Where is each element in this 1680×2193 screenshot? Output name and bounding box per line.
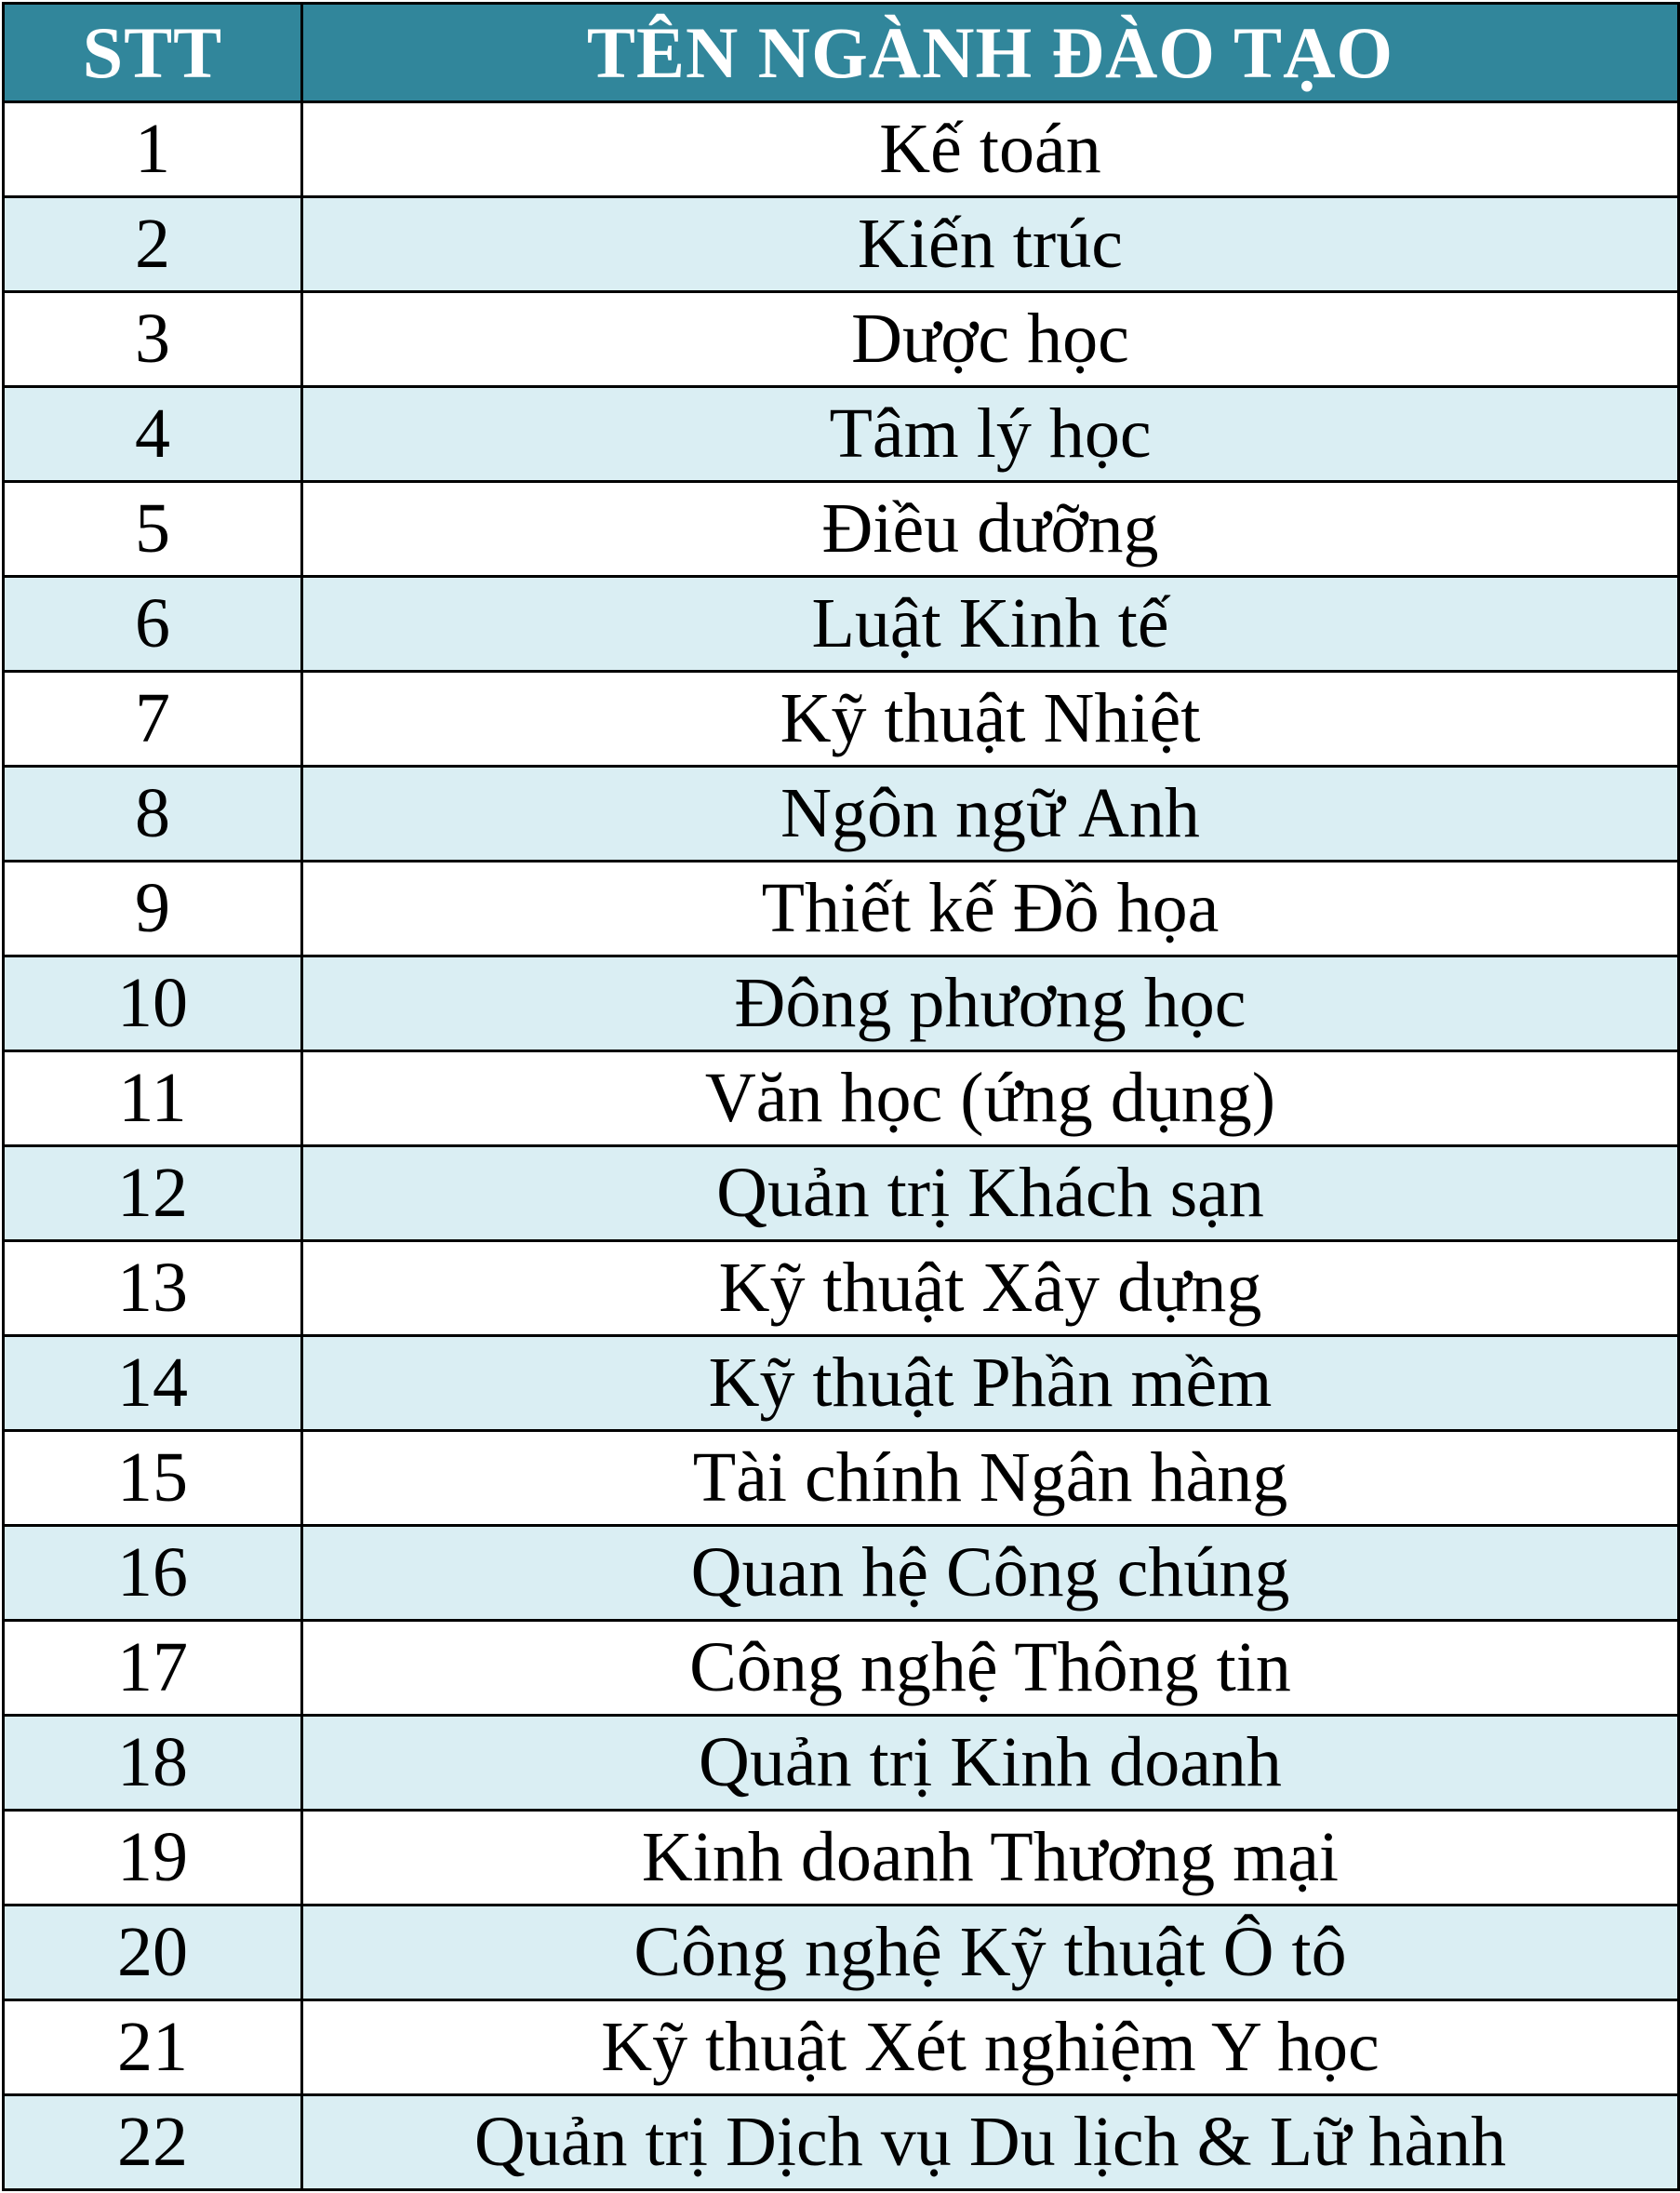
row-stt: 7 [4, 672, 302, 767]
row-major-name: Công nghệ Thông tin [302, 1621, 1679, 1716]
table-row [4, 1621, 1679, 1716]
row-stt: 21 [4, 2000, 302, 2095]
row-major-name: Kế toán [302, 102, 1679, 197]
row-stt: 22 [4, 2095, 302, 2190]
row-stt: 4 [4, 387, 302, 482]
header-stt: STT [4, 4, 302, 102]
row-major-name: Quản trị Khách sạn [302, 1146, 1679, 1241]
row-stt: 8 [4, 767, 302, 862]
row-stt: 9 [4, 862, 302, 956]
table-row [4, 1716, 1679, 1811]
table-row [4, 482, 1679, 577]
table-row [4, 1146, 1679, 1241]
row-major-name: Kỹ thuật Xét nghiệm Y học [302, 2000, 1679, 2095]
row-major-name: Tài chính Ngân hàng [302, 1431, 1679, 1526]
table-row [4, 1431, 1679, 1526]
row-major-name: Kỹ thuật Phần mềm [302, 1336, 1679, 1431]
table-row [4, 1526, 1679, 1621]
row-stt: 14 [4, 1336, 302, 1431]
table-row [4, 1336, 1679, 1431]
row-major-name: Văn học (ứng dụng) [302, 1051, 1679, 1146]
row-stt: 1 [4, 102, 302, 197]
table-row [4, 387, 1679, 482]
table-header [4, 4, 1679, 102]
table-row [4, 577, 1679, 672]
row-major-name: Ngôn ngữ Anh [302, 767, 1679, 862]
row-stt: 11 [4, 1051, 302, 1146]
row-major-name: Kiến trúc [302, 197, 1679, 292]
table-row [4, 1241, 1679, 1336]
row-stt: 2 [4, 197, 302, 292]
table-row [4, 1811, 1679, 1906]
row-major-name: Công nghệ Kỹ thuật Ô tô [302, 1906, 1679, 2000]
table-row [4, 292, 1679, 387]
row-major-name: Kinh doanh Thương mại [302, 1811, 1679, 1906]
row-major-name: Đông phương học [302, 956, 1679, 1051]
row-stt: 17 [4, 1621, 302, 1716]
row-stt: 16 [4, 1526, 302, 1621]
header-major-name: TÊN NGÀNH ĐÀO TẠO [302, 4, 1679, 102]
row-major-name: Kỹ thuật Xây dựng [302, 1241, 1679, 1336]
table-row [4, 2000, 1679, 2095]
row-major-name: Luật Kinh tế [302, 577, 1679, 672]
row-major-name: Dược học [302, 292, 1679, 387]
row-major-name: Kỹ thuật Nhiệt [302, 672, 1679, 767]
table-row [4, 102, 1679, 197]
header-row [4, 4, 1679, 102]
row-major-name: Tâm lý học [302, 387, 1679, 482]
row-major-name: Quản trị Dịch vụ Du lịch & Lữ hành [302, 2095, 1679, 2190]
majors-table [2, 2, 1680, 2191]
table-row [4, 2095, 1679, 2190]
table-row [4, 862, 1679, 956]
table-body [4, 102, 1679, 2190]
table-row [4, 1051, 1679, 1146]
row-stt: 20 [4, 1906, 302, 2000]
row-major-name: Quản trị Kinh doanh [302, 1716, 1679, 1811]
table-row [4, 1906, 1679, 2000]
table-row [4, 956, 1679, 1051]
row-major-name: Thiết kế Đồ họa [302, 862, 1679, 956]
row-stt: 10 [4, 956, 302, 1051]
row-major-name: Điều dưỡng [302, 482, 1679, 577]
row-stt: 12 [4, 1146, 302, 1241]
table-row [4, 197, 1679, 292]
row-stt: 3 [4, 292, 302, 387]
row-stt: 13 [4, 1241, 302, 1336]
row-stt: 6 [4, 577, 302, 672]
row-stt: 15 [4, 1431, 302, 1526]
row-stt: 18 [4, 1716, 302, 1811]
table-row [4, 672, 1679, 767]
row-stt: 5 [4, 482, 302, 577]
table-row [4, 767, 1679, 862]
row-major-name: Quan hệ Công chúng [302, 1526, 1679, 1621]
row-stt: 19 [4, 1811, 302, 1906]
